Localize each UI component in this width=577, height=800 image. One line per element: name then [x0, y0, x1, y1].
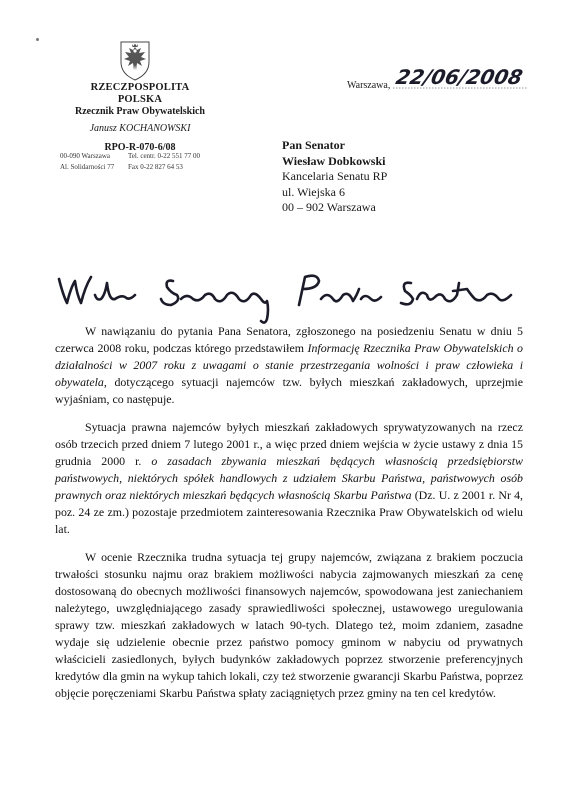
handwritten-salutation — [55, 265, 515, 327]
recipient-title: Pan Senator — [282, 138, 345, 152]
recipient-city: 00 – 902 Warszawa — [282, 200, 376, 214]
sender-person: Janusz KOCHANOWSKI — [89, 123, 191, 134]
paragraph-3: W ocenie Rzecznika trudna sytuacja tej grupy najemców, związana z brakiem poczucia trwałości stosunku najmu oraz brakiem możliwości nabycia zajmowanych mieszkań za cenę dostosowaną do obecnych możliwości finansowych najemców, spowodowana jest zaniechaniem należytego, uwzględniającego zasady sprawiedliwości społecznej, ustawowego uregulowania sprawy tzw. mieszkań zakładowych w latach 90-tych. Dlatego też, moim zdaniem, zasadne wydaje się udzielenie obecnie przez państwo pomocy gminom w nabyciu od prywatnych właścicieli zasiedlonych, byłych budynków zakładowych poprzez stworzenie preferencyjnych kredytów dla gmin na wykup tahich lokali, czy też stworzenie gwarancji Skarbu Państwa, poprzez objęcie poręczeniami Skarbu Państwa spłaty zaciągniętych przez gminy na ten cel kredytów. — [55, 550, 523, 700]
sender-block — [70, 82, 210, 154]
recipient-block — [282, 138, 387, 216]
address-postal: 00-090 Warszawa — [60, 152, 111, 160]
sender-address — [60, 151, 280, 173]
recipient-office: Kancelaria Senatu RP — [282, 169, 388, 183]
handwritten-date — [393, 60, 528, 94]
reference-number: RPO-R-070-6/08 — [104, 142, 176, 153]
date-text: 22/06/2008 — [393, 65, 525, 89]
paragraph-1: W nawiązaniu do pytania Pana Senatora, zgłoszonego na posiedzeniu Senatu w dniu 5 czerwca 2008 roku, podczas którego przedstawiłem Informację Rzecznika Praw Obywatelskich o działalności w 2007 roku z uwagami o stanie przestrzegania wolności i praw człowieka i obywatela, dotyczącego sytuacji najemców tzw. byłych mieszkań zakładowych, uprzejmie wyjaśniam, co następuje. — [55, 324, 523, 406]
letter-body — [55, 323, 523, 713]
recipient-name: Wiesław Dobkowski — [282, 153, 386, 168]
org-name: RZECZPOSPOLITA POLSKA — [90, 82, 190, 105]
scan-speck — [36, 38, 39, 41]
place-label: Warszawa, — [347, 80, 391, 91]
address-street: Al. Solidarności 77 — [60, 163, 115, 171]
address-fax: Fax 0-22 827 64 53 — [128, 163, 183, 171]
recipient-street: ul. Wiejska 6 — [282, 184, 345, 199]
eagle-emblem-icon — [117, 38, 153, 82]
org-office: Rzecznik Praw Obywatelskich — [75, 106, 205, 117]
paragraph-2: Sytuacja prawna najemców byłych mieszkań zakładowych sprywatyzowanych na rzecz osób trzecich przed dniem 7 lutego 2001 r., a więc przed dniem wejścia w życie ustawy z dnia 15 grudnia 2000 r. o zasadach zbywania mieszkań będących własnością przedsiębiorstw państwowych, niektórych spółek handlowych z udziałem Skarbu Państwa, państwowych osób prawnych oraz niektórych mieszkań będących własnością Skarbu Państwa (Dz. U. z 2001 r. Nr 4, poz. 24 ze zm.) pozostaje przedmiotem zainteresowania Rzecznika Praw Obywatelskich od wielu lat. — [55, 420, 524, 536]
address-phone: Tel. centr. 0-22 551 77 00 — [128, 152, 201, 160]
